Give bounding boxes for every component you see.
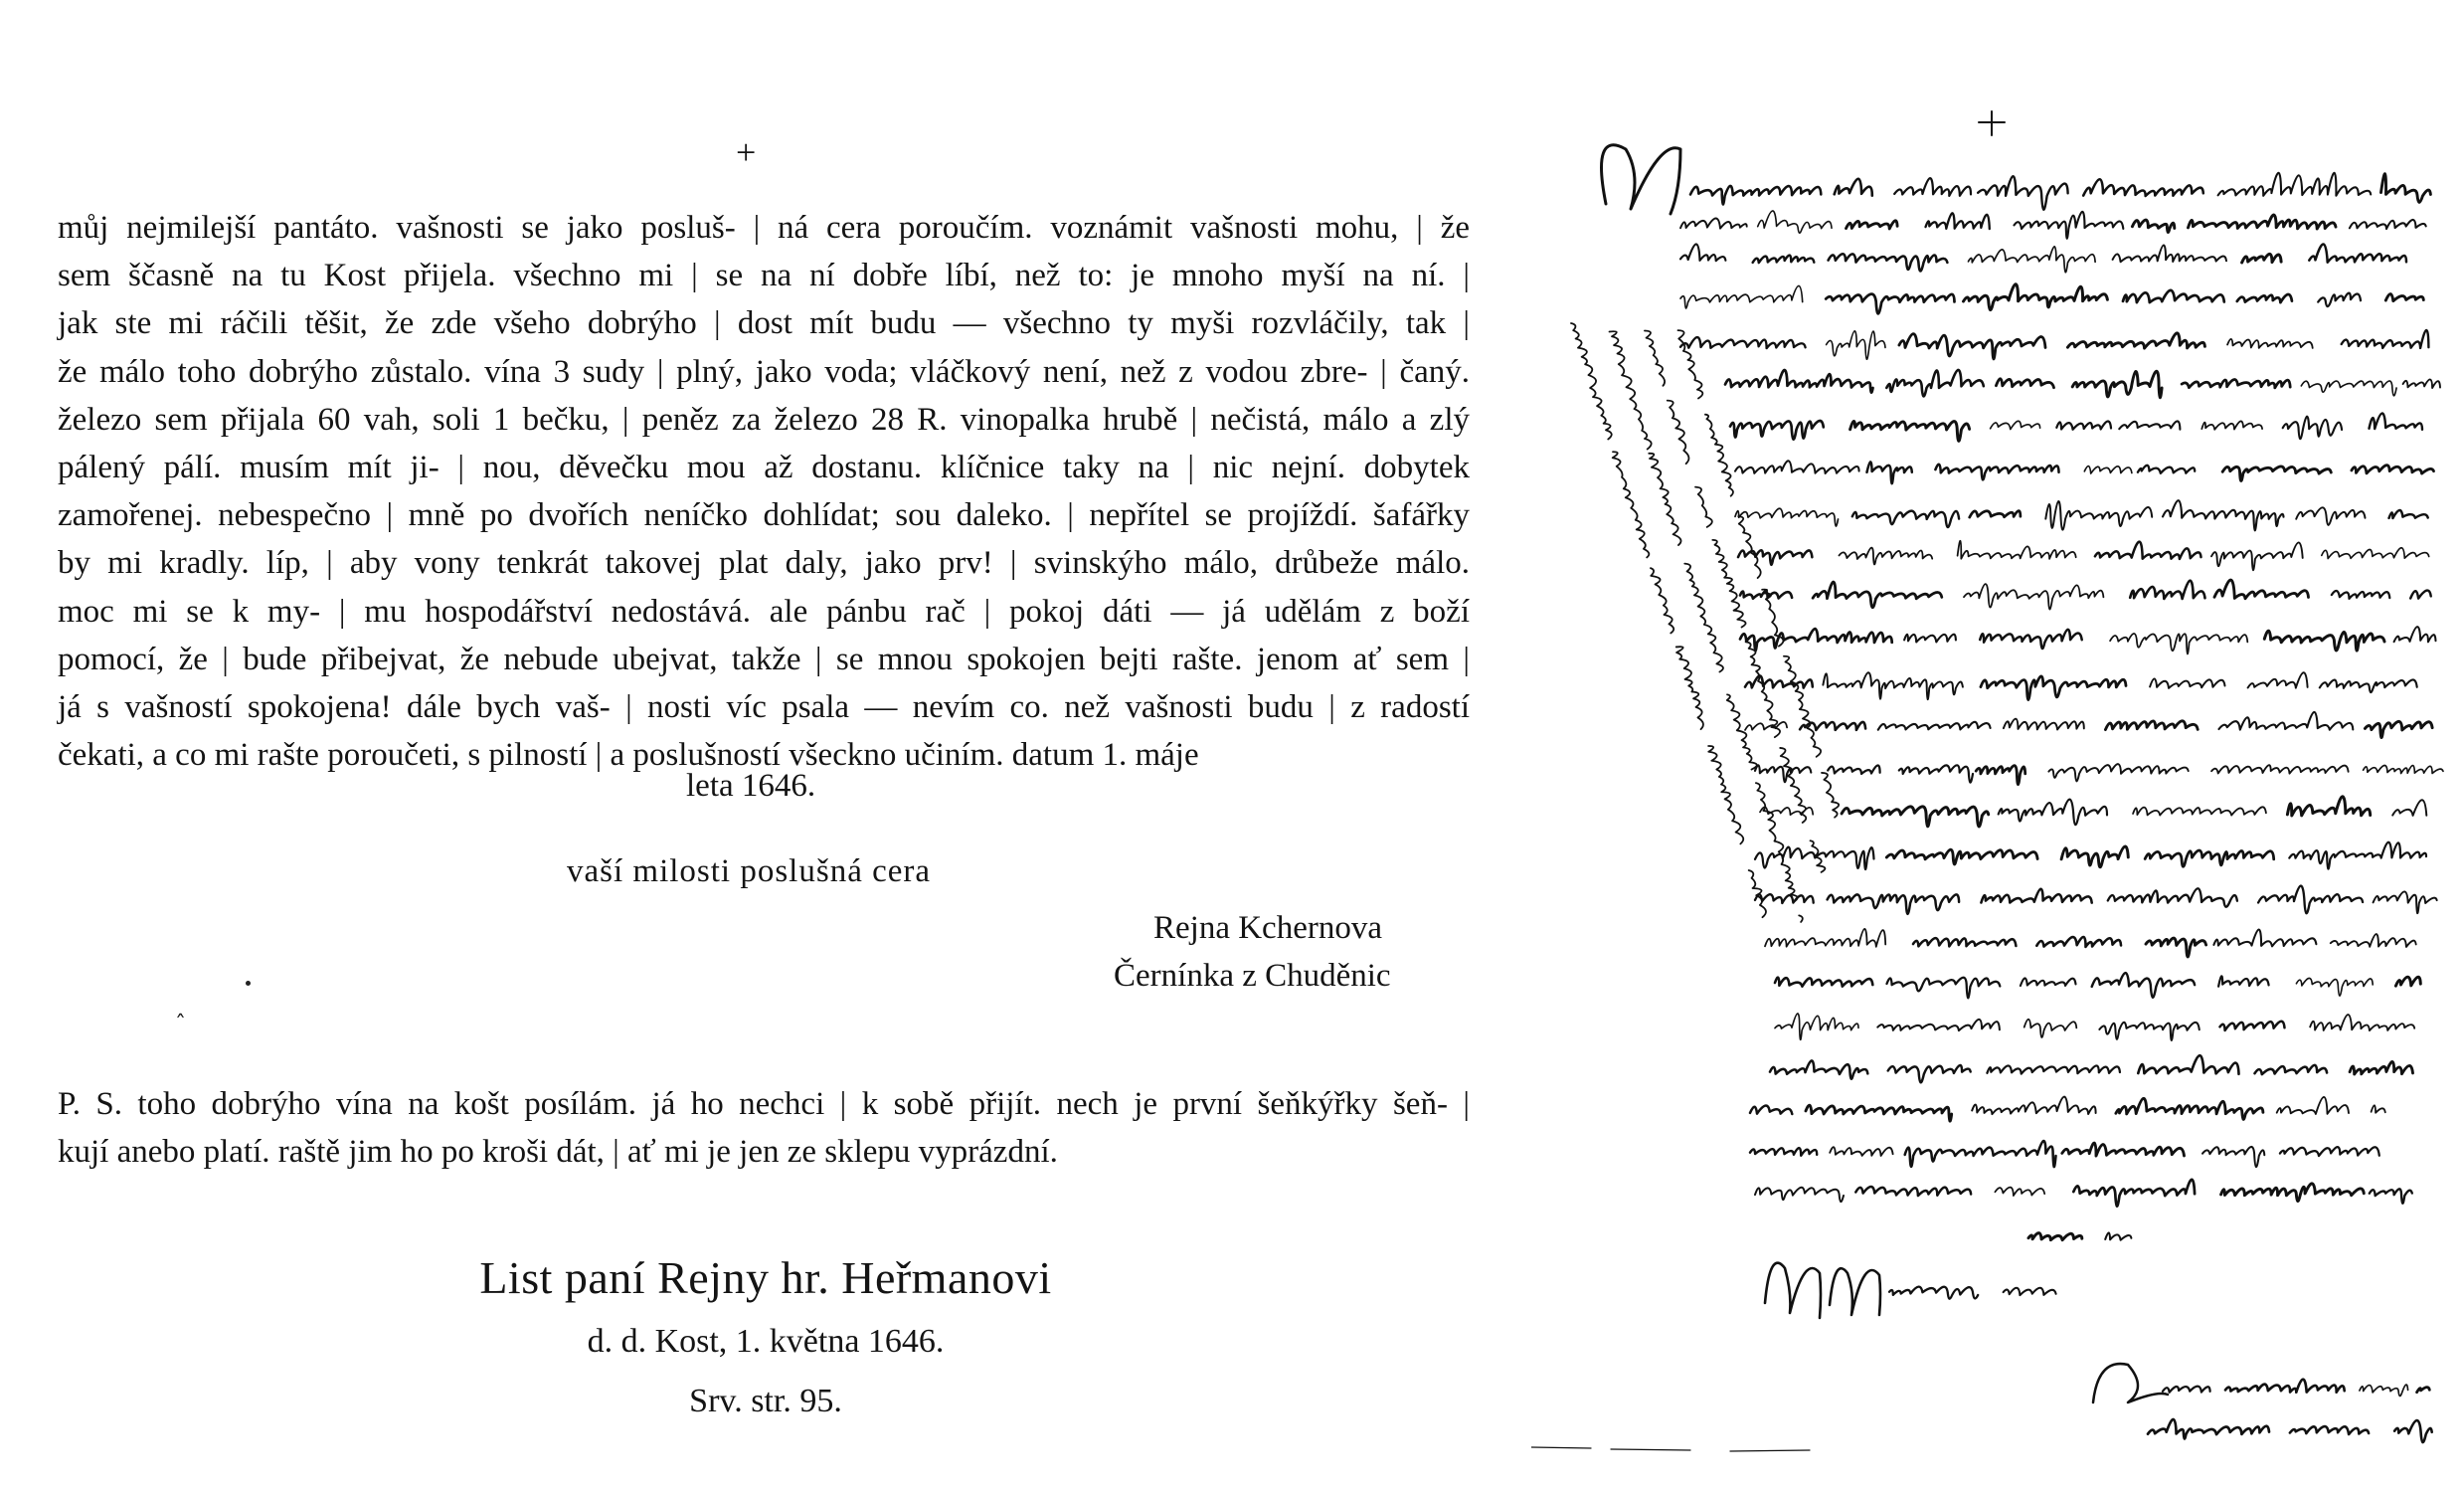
ink-stroke — [1747, 868, 1770, 917]
ink-stroke — [2331, 934, 2416, 947]
postscript-line: P. S. toho dobrýho vína na košt posílám. já ho nechci | k sobě přijít. nech je první šeňkýřky šeň- | — [58, 1086, 1470, 1122]
ink-stroke — [1680, 244, 1725, 261]
ink-stroke — [2296, 978, 2373, 996]
ink-stroke — [1750, 1106, 1792, 1114]
postscript — [58, 1080, 1470, 1176]
ink-stroke — [2264, 631, 2384, 651]
ink-stroke — [1735, 508, 1839, 526]
ink-stroke — [2301, 381, 2396, 396]
ink-stroke — [1888, 1065, 1971, 1082]
ink-stroke — [1745, 722, 1787, 730]
transcript-line: pálený pálí. musím mít ji- | nou, děvečku mou až dostanu. klíčnice taky na | nic nejní. dobytek — [58, 450, 1470, 486]
ink-stroke — [1649, 566, 1676, 633]
ink-stroke — [2213, 930, 2316, 947]
ink-stroke — [1758, 211, 1832, 233]
ink-stroke — [2352, 466, 2434, 473]
ink-stroke — [1991, 421, 2040, 429]
ink-stroke — [2287, 797, 2370, 816]
ink-stroke — [2372, 1105, 2385, 1113]
ink-stroke — [2138, 1055, 2238, 1074]
ink-stroke — [1799, 915, 1804, 922]
ink-stroke — [1889, 1287, 1978, 1299]
ink-stroke — [1680, 337, 1806, 348]
ink-stroke — [2099, 1023, 2199, 1040]
ink-stroke — [1852, 511, 1959, 527]
ink-stroke — [1765, 929, 1885, 947]
ink-stroke — [1979, 111, 2005, 135]
ink-stroke — [1674, 645, 1709, 729]
ink-stroke — [1754, 781, 1801, 902]
ink-stroke — [1680, 219, 1747, 229]
ink-stroke — [1775, 1014, 1858, 1039]
ink-stroke — [2221, 1184, 2365, 1202]
transcript-line: můj nejmilejší pantáto. vašnosti se jako posluš- | ná cera poroučím. voznámit vašnosti mohu, | že — [58, 210, 1470, 246]
ink-stroke — [1823, 672, 1963, 699]
ink-stroke — [2283, 417, 2342, 439]
ink-stroke — [1690, 186, 1821, 205]
ink-stroke — [2072, 371, 2162, 397]
ink-stroke — [2138, 466, 2195, 473]
ink-stroke — [1602, 145, 1681, 214]
ink-stroke — [2202, 1147, 2264, 1167]
ink-stroke — [2289, 842, 2426, 869]
ink-stroke — [1847, 221, 1898, 229]
ink-stroke — [1935, 465, 2058, 479]
transcript-line: moc mi se k my- | mu hospodářství nedostává. ale pánbu rač | pokoj dáti — já udělám z boží — [58, 593, 1470, 630]
ink-stroke — [1905, 1141, 2056, 1167]
ink-stroke — [1730, 421, 1824, 440]
ink-stroke — [2146, 938, 2206, 957]
signer-name: Rejna Kchernova — [1153, 910, 1382, 946]
ink-stroke — [1970, 511, 2021, 517]
ink-stroke — [2364, 765, 2443, 773]
ink-stroke — [2148, 1419, 2269, 1438]
ink-stroke — [2150, 678, 2224, 687]
ink-stroke — [1531, 1447, 1810, 1451]
transcript-line: železo sem přijala 60 vah, soli 1 bečku, | peněz za železo 28 R. vinopalka hrubě | nečistá, málo a zlý — [58, 401, 1470, 438]
ink-stroke — [2062, 1143, 2185, 1156]
ink-stroke — [1666, 399, 1693, 465]
ink-stroke — [2028, 1233, 2082, 1240]
ink-stroke — [1611, 451, 1652, 558]
ink-stroke — [2389, 510, 2428, 518]
ink-stroke — [1972, 1097, 2095, 1115]
ink-stroke — [1835, 179, 1872, 196]
ink-stroke — [1725, 370, 1873, 393]
ink-stroke — [2036, 937, 2121, 947]
ink-stroke — [1725, 692, 1758, 770]
ink-stroke — [2108, 888, 2237, 906]
ink-stroke — [2218, 976, 2269, 986]
ink-stroke — [2004, 1288, 2056, 1295]
ink-stroke — [2110, 634, 2247, 653]
ink-stroke — [1958, 541, 2076, 559]
postscript-line: kují anebo platí. raště jim ho po kroši dát, | ať mi je jen ze sklepu vyprázdní. — [58, 1134, 1058, 1170]
ink-stroke — [1867, 462, 1912, 483]
ink-stroke — [2332, 591, 2390, 599]
ink-stroke — [2365, 721, 2432, 737]
ink-stroke — [1830, 1147, 1892, 1156]
ink-stroke — [1842, 807, 1989, 827]
ink-stroke — [2227, 339, 2313, 348]
ink-stroke — [1894, 178, 1971, 196]
ink-stroke — [2021, 978, 2076, 986]
ink-stroke — [1878, 722, 1991, 730]
ink-stroke — [2360, 1385, 2408, 1396]
ink-stroke — [2061, 846, 2128, 867]
ink-stroke — [1981, 676, 2126, 700]
ink-stroke — [2394, 1420, 2432, 1442]
transcript-line: pomocí, že | bude přibejvat, že nebude ubejvat, takže | se mnou spokojen bejti rašte. jenom ať sem | — [58, 641, 1470, 677]
ink-stroke — [1755, 765, 1811, 782]
ink-stroke — [2119, 421, 2180, 429]
ink-stroke — [1755, 847, 1874, 869]
ink-stroke — [2296, 507, 2365, 525]
ink-stroke — [2350, 1061, 2412, 1074]
ink-stroke — [2163, 500, 2284, 530]
ink-stroke — [1995, 1188, 2044, 1197]
ink-stroke — [1981, 889, 2091, 903]
ink-stroke — [1755, 894, 1814, 903]
ink-stroke — [2370, 414, 2423, 430]
ink-stroke — [2083, 179, 2203, 196]
ink-stroke — [2318, 293, 2361, 306]
ink-stroke — [1964, 584, 2103, 610]
ink-stroke — [2092, 973, 2195, 998]
ink-stroke — [1644, 329, 1668, 386]
ink-stroke — [2145, 850, 2274, 866]
ink-stroke — [2381, 174, 2431, 203]
ink-stroke — [2105, 1232, 2131, 1239]
ink-stroke — [2189, 215, 2337, 229]
ink-stroke — [2214, 580, 2309, 599]
ink-stroke — [2084, 466, 2132, 473]
transcript-line: že málo toho dobrýho zůstalo. vína 3 sudy | plný, jako voda; vláčkový není, než z vodou zbre- | čaný. — [58, 353, 1470, 390]
ink-stroke — [2024, 1020, 2077, 1037]
ink-stroke — [1737, 514, 1764, 578]
ink-stroke — [1886, 370, 1984, 396]
ink-stroke — [2130, 581, 2204, 599]
ink-stroke — [2056, 421, 2111, 429]
letter-closing: vaší milosti poslušná cera — [567, 853, 932, 889]
ink-stroke — [2395, 977, 2420, 986]
ink-stroke — [1706, 744, 1746, 844]
stray-mark: ˆ — [175, 1013, 186, 1037]
ink-stroke — [2113, 245, 2226, 262]
ink-stroke — [1750, 1148, 1817, 1156]
ink-stroke — [2385, 294, 2423, 301]
ink-stroke — [2123, 290, 2224, 302]
ink-stroke — [2201, 421, 2262, 429]
ink-stroke — [2116, 1098, 2263, 1119]
ink-stroke — [2322, 548, 2429, 559]
ink-stroke — [1806, 1105, 1952, 1121]
ink-stroke — [1694, 485, 1713, 527]
ink-stroke — [1828, 765, 1879, 774]
cross-mark: + — [736, 132, 757, 172]
ink-stroke — [2320, 679, 2417, 692]
ink-stroke — [2219, 712, 2354, 730]
ink-stroke — [2350, 220, 2426, 229]
signer-title: Černínka z Chuděnic — [1114, 958, 1391, 994]
ink-stroke — [1830, 1268, 1880, 1315]
ink-stroke — [1978, 176, 2067, 210]
ink-stroke — [2067, 333, 2204, 348]
ink-stroke — [2290, 1426, 2369, 1434]
ink-stroke — [2211, 765, 2349, 774]
ink-stroke — [1964, 284, 2108, 310]
ink-stroke — [2133, 807, 2266, 815]
ink-stroke — [1899, 765, 1973, 782]
handwriting-image — [1531, 0, 2464, 1492]
ink-stroke — [1745, 675, 1813, 687]
ink-stroke — [1765, 1263, 1821, 1318]
ink-stroke — [2410, 591, 2431, 599]
caption-subtitle: d. d. Kost, 1. května 1646. — [587, 1323, 945, 1360]
ink-stroke — [1770, 1060, 1867, 1078]
ink-stroke — [2394, 627, 2436, 642]
ink-stroke — [1740, 629, 1892, 651]
ink-stroke — [2015, 212, 2124, 239]
ink-stroke — [1840, 548, 1933, 565]
ink-stroke — [1680, 285, 1803, 308]
ink-stroke — [1827, 331, 1885, 359]
ink-stroke — [2093, 1364, 2168, 1402]
transcript-line: by mi kradly. líp, | aby vony tenkrát takovej plat daly, jako prv! | svinskýho málo, drůbeže málo. — [58, 545, 1470, 582]
ink-stroke — [2218, 173, 2372, 196]
ink-stroke — [2310, 1015, 2414, 1030]
transcript-line: sem ščasně na tu Kost přijela. všechno mi | se na ní dobře líbí, než to: je mnoho myší na ní. | — [58, 258, 1470, 294]
ink-stroke — [2182, 380, 2290, 388]
letter-transcription — [58, 204, 1470, 779]
ink-stroke — [1813, 582, 1942, 608]
ink-stroke — [1899, 334, 2045, 359]
ink-stroke — [1877, 1020, 2000, 1030]
ink-stroke — [1826, 294, 1954, 314]
ink-stroke — [1755, 1188, 1844, 1202]
ink-stroke — [2392, 800, 2426, 816]
ink-stroke — [1753, 256, 1815, 264]
ink-stroke — [1886, 849, 2037, 864]
ink-stroke — [1703, 413, 1738, 496]
ink-stroke — [2374, 891, 2437, 913]
ink-stroke — [1904, 635, 1956, 643]
ink-stroke — [1735, 461, 1859, 473]
ink-stroke — [1980, 630, 2082, 649]
ink-stroke — [1676, 328, 1706, 398]
ink-stroke — [2255, 1065, 2328, 1074]
ink-stroke — [2211, 542, 2303, 570]
ink-stroke — [1850, 422, 1970, 442]
ink-stroke — [2280, 1147, 2379, 1156]
handwriting-strokes — [1531, 111, 2443, 1451]
letter-date: leta 1646. — [686, 768, 816, 804]
ink-stroke — [1775, 978, 1872, 987]
ink-stroke — [1744, 640, 1783, 737]
ink-stroke — [1996, 379, 2053, 388]
ink-stroke — [1829, 254, 1948, 271]
ink-stroke — [2237, 294, 2292, 302]
ink-stroke — [2048, 764, 2188, 781]
transcript-line: zamořenej. nebespečno | mně po dvořích neníčko dohlídat; sou daleko. | nepřítel se projíždí. šafářky — [58, 497, 1470, 534]
ink-stroke — [1738, 550, 1812, 565]
stray-mark — [246, 981, 251, 986]
ink-stroke — [1926, 213, 1990, 229]
transcript-line: jak ste mi ráčili těšit, že zde všeho dobrýho | dost mít budu — všechno ty myši rozvláčily, tak | — [58, 305, 1470, 342]
ink-stroke — [1887, 978, 2001, 999]
ink-stroke — [2403, 379, 2440, 388]
ink-stroke — [1976, 766, 2025, 785]
ink-stroke — [2417, 1388, 2430, 1393]
ink-stroke — [2220, 1022, 2285, 1030]
ink-stroke — [2045, 501, 2152, 530]
ink-stroke — [2105, 721, 2198, 730]
ink-stroke — [2163, 1387, 2210, 1393]
ink-stroke — [1608, 329, 1654, 450]
ink-stroke — [2309, 245, 2406, 263]
ink-stroke — [2342, 330, 2429, 348]
transcript-line: já s vašností spokojena! dále bych vaš- | nosti víc psala — nevím co. než vašnosti budu | z radostí — [58, 689, 1470, 726]
ink-stroke — [1783, 654, 1823, 757]
ink-stroke — [2248, 672, 2308, 687]
ink-stroke — [2073, 1180, 2195, 1207]
ink-stroke — [1969, 247, 2096, 273]
signature-block — [1114, 904, 1391, 1000]
ink-stroke — [1683, 562, 1726, 672]
ink-stroke — [1999, 800, 2107, 826]
ink-stroke — [1828, 894, 1960, 914]
ink-stroke — [2370, 1189, 2412, 1203]
ink-stroke — [2095, 542, 2201, 559]
caption-reference: Srv. str. 95. — [689, 1383, 842, 1419]
caption-title: List paní Rejny hr. Heřmanovi — [479, 1252, 1052, 1303]
ink-stroke — [1987, 1065, 2119, 1073]
ink-stroke — [2277, 1097, 2349, 1114]
manuscript-facsimile — [1531, 0, 2464, 1492]
ink-stroke — [2242, 254, 2282, 263]
ink-stroke — [1647, 452, 1684, 546]
ink-stroke — [1821, 771, 1843, 818]
ink-stroke — [2225, 1380, 2345, 1393]
ink-stroke — [1913, 938, 2016, 946]
transcript-line: čekati, a co mi rašte poroučeti, s pilností | a poslušností všeckno učiním. datum 1. máje — [58, 737, 1199, 774]
ink-stroke — [1855, 1187, 1971, 1196]
ink-stroke — [2258, 886, 2363, 914]
ink-stroke — [2132, 220, 2174, 232]
ink-stroke — [2004, 719, 2084, 730]
ink-stroke — [1569, 321, 1615, 440]
ink-stroke — [2222, 466, 2331, 481]
